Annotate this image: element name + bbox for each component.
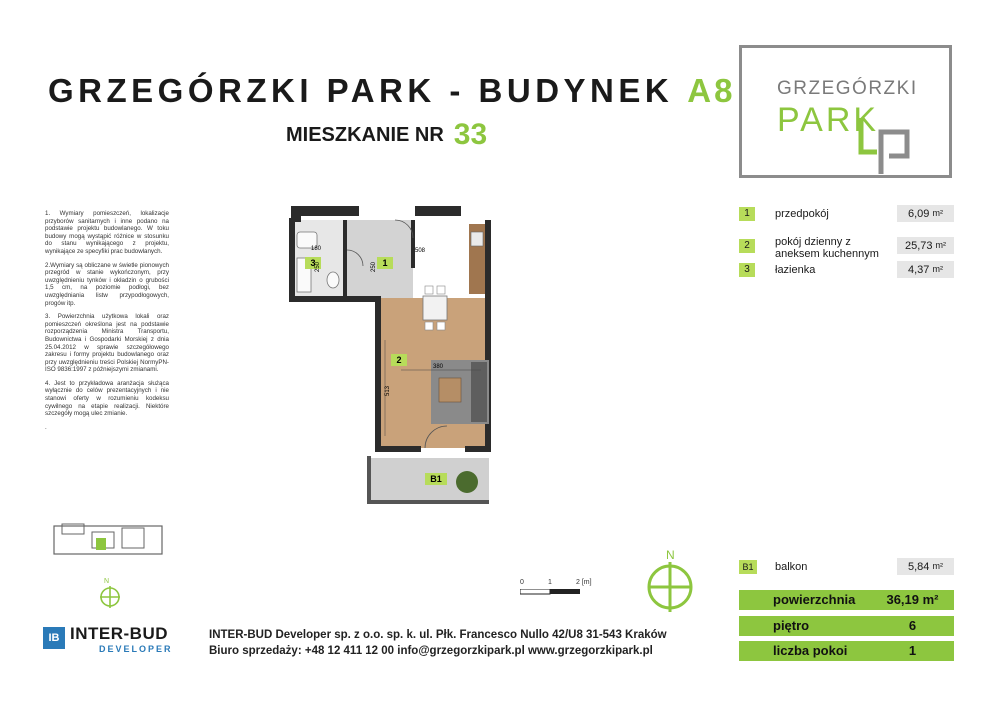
wall-segment [375,296,381,450]
balcony-rail [367,500,489,504]
apartment-number: 33 [453,118,488,151]
room-row [739,233,954,260]
note-2: 2.Wymiary są obliczane w świetle pionowych przegród w stanie wykończonym, przy uwzględnieniu tynków i okładzin o grubości 1,5 cm, na poziomie podłogi, bez uwzględniania listw przypodłogowych, progów itp. [45,261,169,307]
kitchen-sink [471,232,483,246]
room-area: 25,73 m² [897,237,954,254]
developer-logo-initials: IB [48,632,60,644]
summary-floor-label: piętro [773,618,810,633]
room-1-label: 1 [382,258,388,268]
key-plan-highlight [96,538,106,550]
apartment-heading [286,118,487,152]
scale-tick-0: 0 [520,579,524,586]
room-2-label: 2 [396,355,402,365]
dim-250-hall: 250 [371,261,377,272]
sofa [471,362,487,422]
note-5: . [45,423,47,431]
chair [437,286,445,294]
dim-508: 508 [415,248,426,254]
scale-bar [520,589,582,595]
scale-tick-2: 2 [m] [576,579,592,586]
note-3: 3. Powierzchnia użytkowa lokali oraz pomieszczeń określona jest na podstawie rozporządzenia Ministra Transportu, Budownictwa i Gospodarki Morskiej z dnia 25.04.2012 w sprawie szczegółowego zakresu i formy projektu budowlanego oraz przy uwzględnieniu treści Polskiej NormyPN-ISO 9836:1997 z późniejszymi zmianami. [45,313,169,374]
room-row [739,205,954,223]
toilet [327,272,339,288]
wall-segment [375,446,421,452]
dim-180: 180 [311,246,322,252]
developer-logo-sub: DEVELOPER [99,644,173,654]
brand-logo-line1: GRZEGÓRZKI [777,78,918,99]
balcony-number: B1 [739,560,757,574]
balcony-area: 5,84 m² [897,558,954,575]
dim-513: 513 [385,385,391,396]
compass-letter: N [666,548,675,562]
balcony-label: B1 [430,474,442,484]
balcony-rail [367,456,371,504]
note-4: 4. Jest to przykładowa aranżacja służąca wyłącznie do celów prezentacyjnych i nie stanowi oferty w rozumieniu kodeksu cywilnego na etapie realizacji. Niektóre szczegóły mogą ulec zmianie. [45,379,169,418]
key-plan [52,522,164,558]
developer-logo-mark [43,627,65,649]
room-number: 1 [739,207,755,221]
wall-segment [343,220,347,298]
room-area: 6,09 m² [897,205,954,222]
page-title [48,72,735,110]
room-name: łazienka [775,264,816,276]
note-1: 1. Wymiary pomieszczeń, lokalizacje przyborów sanitarnych i inne podano na podstawie projektu budowlanego. W toku budowy mogą wystąpić różnice w stosunku do stanu wynikającego z projektu, wynikające ze specyfiki prac budowlanych. [45,210,169,255]
wall-segment [291,206,359,216]
company-footer [209,627,667,659]
brand-logo-line2: PARK [777,101,880,139]
company-address: INTER-BUD Developer sp. z o.o. sp. k. ul. Płk. Francesco Nullo 42/U8 31-543 Kraków [209,629,667,641]
coffee-table [439,378,461,402]
developer-logo-name: INTER-BUD [70,624,168,643]
room-row [739,261,954,279]
company-contact: Biuro sprzedaży: +48 12 411 12 00 info@grzegorzkipark.pl www.grzegorzkipark.pl [209,645,653,657]
summary-area [739,590,954,610]
summary-area-label: powierzchnia [773,592,856,607]
summary-area-value: 36,19 m² [886,592,939,607]
summary-floor [739,616,954,636]
summary-rooms-value: 1 [908,643,917,658]
scale-tick-1: 1 [548,579,552,586]
room-3-label: 3 [310,258,316,268]
dim-250-bath: 250 [315,261,321,272]
summary-rooms [739,641,954,661]
wall-segment [415,206,461,216]
dining-table [423,296,447,320]
chair [425,322,433,330]
room-name: przedpokój [775,208,829,220]
apartment-label: MIESZKANIE NR [286,124,444,146]
summary-rooms-label: liczba pokoi [773,643,848,658]
notes-block [45,210,169,437]
summary-floor-value: 6 [908,618,917,633]
dim-380: 380 [433,364,444,370]
wall-segment [465,446,491,452]
room-number: 3 [739,263,755,277]
room-number: 2 [739,239,755,253]
plant [456,471,478,493]
wall-segment [411,220,415,268]
floor-plan [285,200,500,505]
wall-segment [289,296,381,302]
brand-logo-mark [855,112,915,182]
compass-icon [645,562,695,612]
chair [437,322,445,330]
small-compass-letter: N [104,578,110,585]
chair [425,286,433,294]
title-text: GRZEGÓRZKI PARK - BUDYNEK [48,72,674,109]
wall-segment [289,218,295,300]
room-name: pokój dzienny z aneksem kuchennym [775,236,879,260]
balcony-row [739,558,954,576]
building-code: A8 [687,72,736,109]
balcony-name: balkon [775,561,808,573]
room-area: 4,37 m² [897,261,954,278]
small-compass-icon [99,586,121,608]
